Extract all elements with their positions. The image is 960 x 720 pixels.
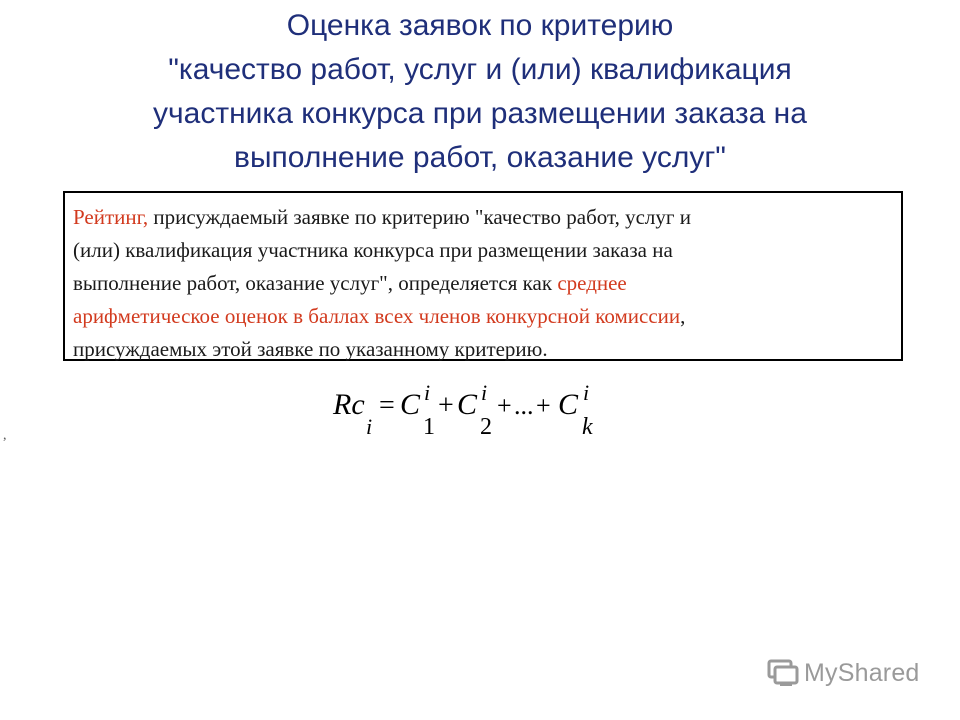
definition-highlight-rest: арифметическое оценок в баллах всех членов конкурсной комиссии [73,304,681,328]
definition-line-1 [73,201,893,234]
title-line-2: "качество работ, услуг и (или) квалификация [168,53,792,86]
definition-line-5: присуждаемых этой заявке по указанному критерию. [73,337,548,361]
formula-svg [333,380,613,444]
myshared-logo-icon [766,656,800,690]
formula-plus-2: + [497,391,512,420]
definition-line-3 [73,267,893,300]
stray-comma: , [3,428,7,443]
definition-highlight-start: среднее [557,271,627,295]
formula-lhs: Rc [333,388,365,421]
definition-line-2: (или) квалификация участника конкурса при размещении заказа на [73,238,673,262]
title-line-4: выполнение работ, оказание услуг" [234,141,726,174]
formula-c2-superscript: i [481,380,488,405]
formula-ck-superscript: i [583,380,590,405]
title-line-1: Оценка заявок по критерию [286,9,674,42]
watermark-text: MyShared [804,658,920,687]
formula-lhs-subscript: i [366,414,373,439]
definition-line-4 [73,300,893,333]
myshared-watermark[interactable] [766,655,920,691]
definition-line-1-text: присуждаемый заявке по критерию "качество работ, услуг и [148,205,691,229]
formula-ellipsis: ... [514,391,534,420]
formula-c1-subscript: 1 [423,414,435,440]
rating-formula [333,380,613,444]
formula-ck-subscript: k [582,414,593,440]
formula-plus-3: + [536,391,551,420]
title-line-3: участника конкурса при размещении заказа на [153,97,807,130]
definition-term: Рейтинг, [73,205,149,229]
definition-line-3-text: выполнение работ, оказание услуг", определяется как [73,271,558,295]
definition-box [63,191,903,361]
formula-c1: C [400,388,421,421]
formula-plus-1: + [438,390,454,421]
formula-ck: C [558,388,579,421]
formula-c2-subscript: 2 [480,414,492,440]
slide-title [40,4,920,180]
formula-equals: = [379,390,395,421]
formula-c2: C [457,388,478,421]
formula-c1-superscript: i [424,380,431,405]
definition-line-4-end: , [680,304,686,328]
